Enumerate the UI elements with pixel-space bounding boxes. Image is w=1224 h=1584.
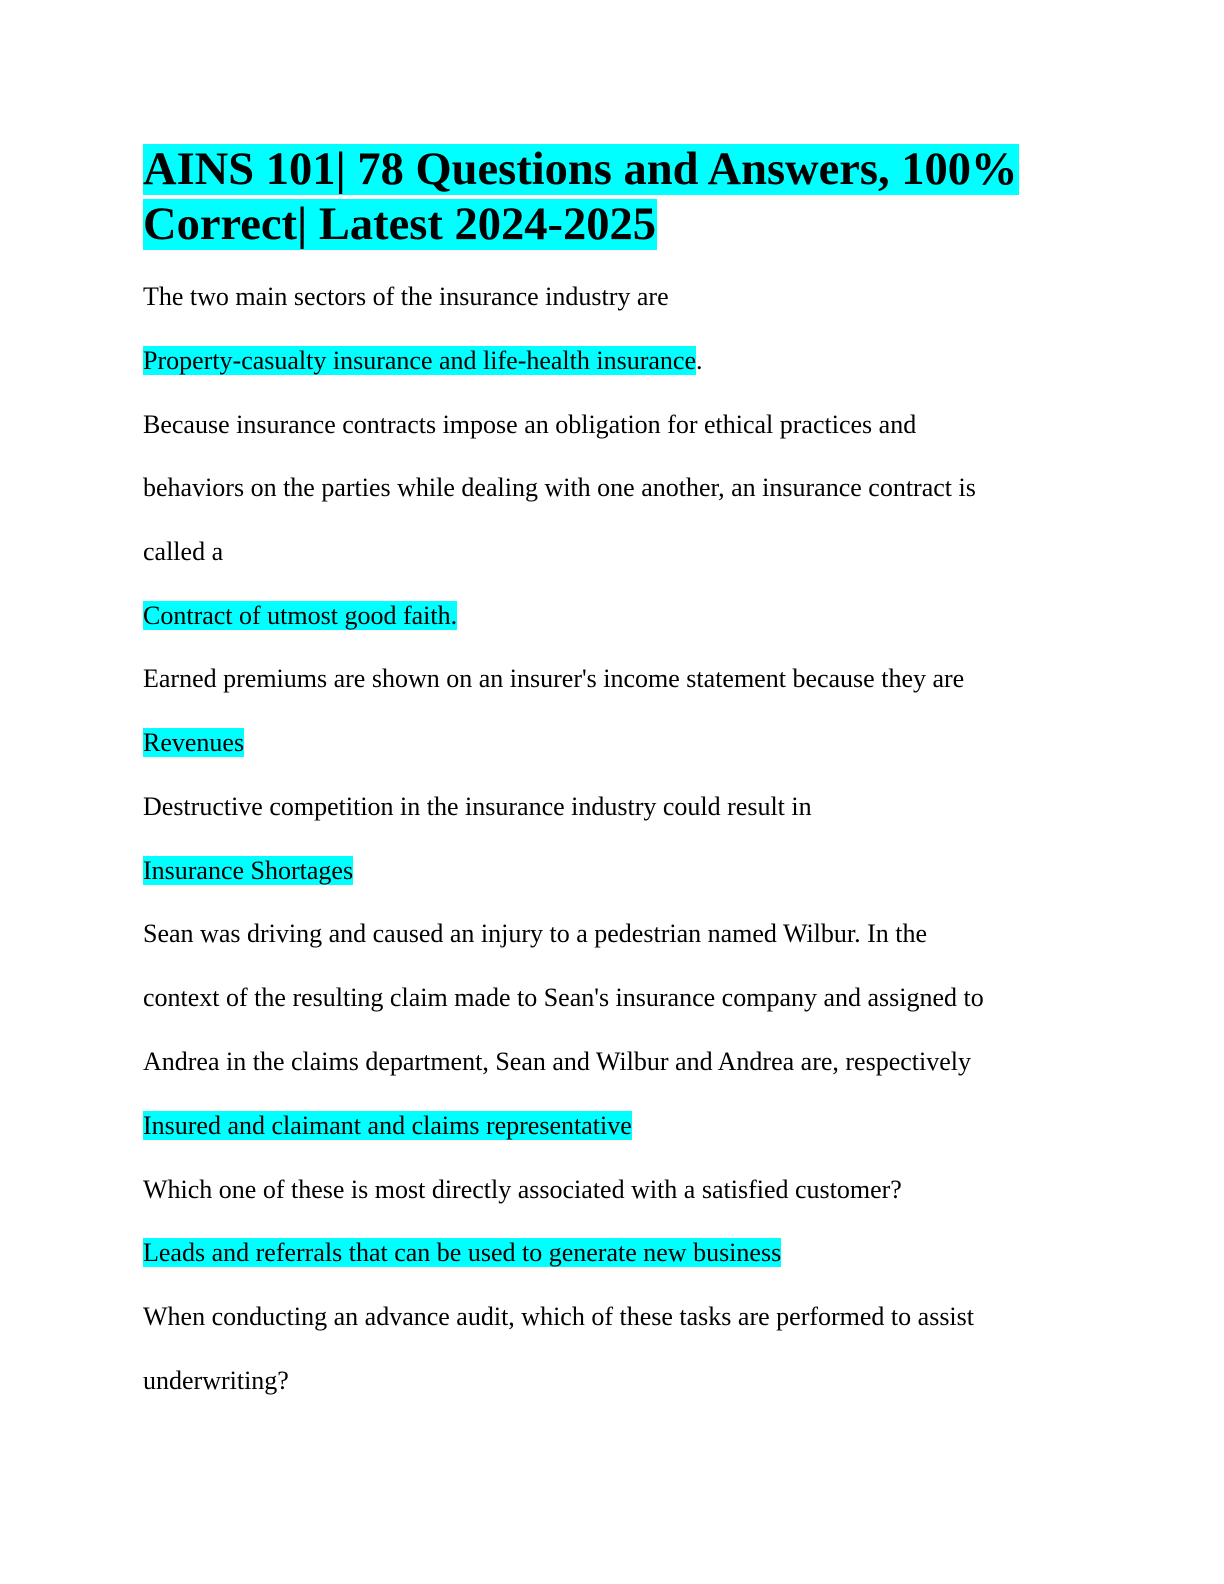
question-3-line-1: Earned premiums are shown on an insurer's income statement because they are — [143, 664, 965, 693]
answer-3-highlight: Revenues — [143, 728, 245, 757]
document-page — [143, 143, 1063, 252]
question-2-line-2: behaviors on the parties while dealing with one another, an insurance contract is — [143, 473, 976, 502]
question-1-line-1: The two main sectors of the insurance industry are — [143, 282, 669, 311]
answer-2-highlight: Contract of utmost good faith. — [143, 601, 458, 630]
answer-5 — [143, 1110, 632, 1142]
answer-1-highlight: Property-casualty insurance and life-health insurance — [143, 346, 696, 375]
answer-4 — [143, 855, 353, 887]
answer-1 — [143, 345, 703, 377]
question-5-line-1: Sean was driving and caused an injury to a pedestrian named Wilbur. In the — [143, 919, 928, 948]
question-2-line-3: called a — [143, 537, 224, 566]
question-2-line-1: Because insurance contracts impose an obligation for ethical practices and — [143, 410, 917, 439]
question-6-line-1: Which one of these is most directly associated with a satisfied customer? — [143, 1175, 902, 1204]
answer-6-highlight: Leads and referrals that can be used to generate new business — [143, 1238, 782, 1267]
question-7-line-2: underwriting? — [143, 1366, 289, 1395]
document-title — [143, 143, 1063, 252]
answer-6 — [143, 1237, 781, 1269]
question-4-line-1: Destructive competition in the insurance industry could result in — [143, 792, 812, 821]
question-7-line-1: When conducting an advance audit, which of these tasks are performed to assist — [143, 1302, 974, 1331]
answer-1-suffix: . — [696, 346, 703, 375]
answer-4-highlight: Insurance Shortages — [143, 856, 354, 885]
answer-5-highlight: Insured and claimant and claims representative — [143, 1111, 632, 1140]
answer-3 — [143, 727, 244, 759]
title-highlight: AINS 101| 78 Questions and Answers, 100% Correct| Latest 2024-2025 — [143, 144, 1018, 250]
answer-2 — [143, 600, 457, 632]
question-5-line-2: context of the resulting claim made to Sean's insurance company and assigned to — [143, 983, 984, 1012]
question-5-line-3: Andrea in the claims department, Sean and Wilbur and Andrea are, respectively — [143, 1047, 972, 1076]
